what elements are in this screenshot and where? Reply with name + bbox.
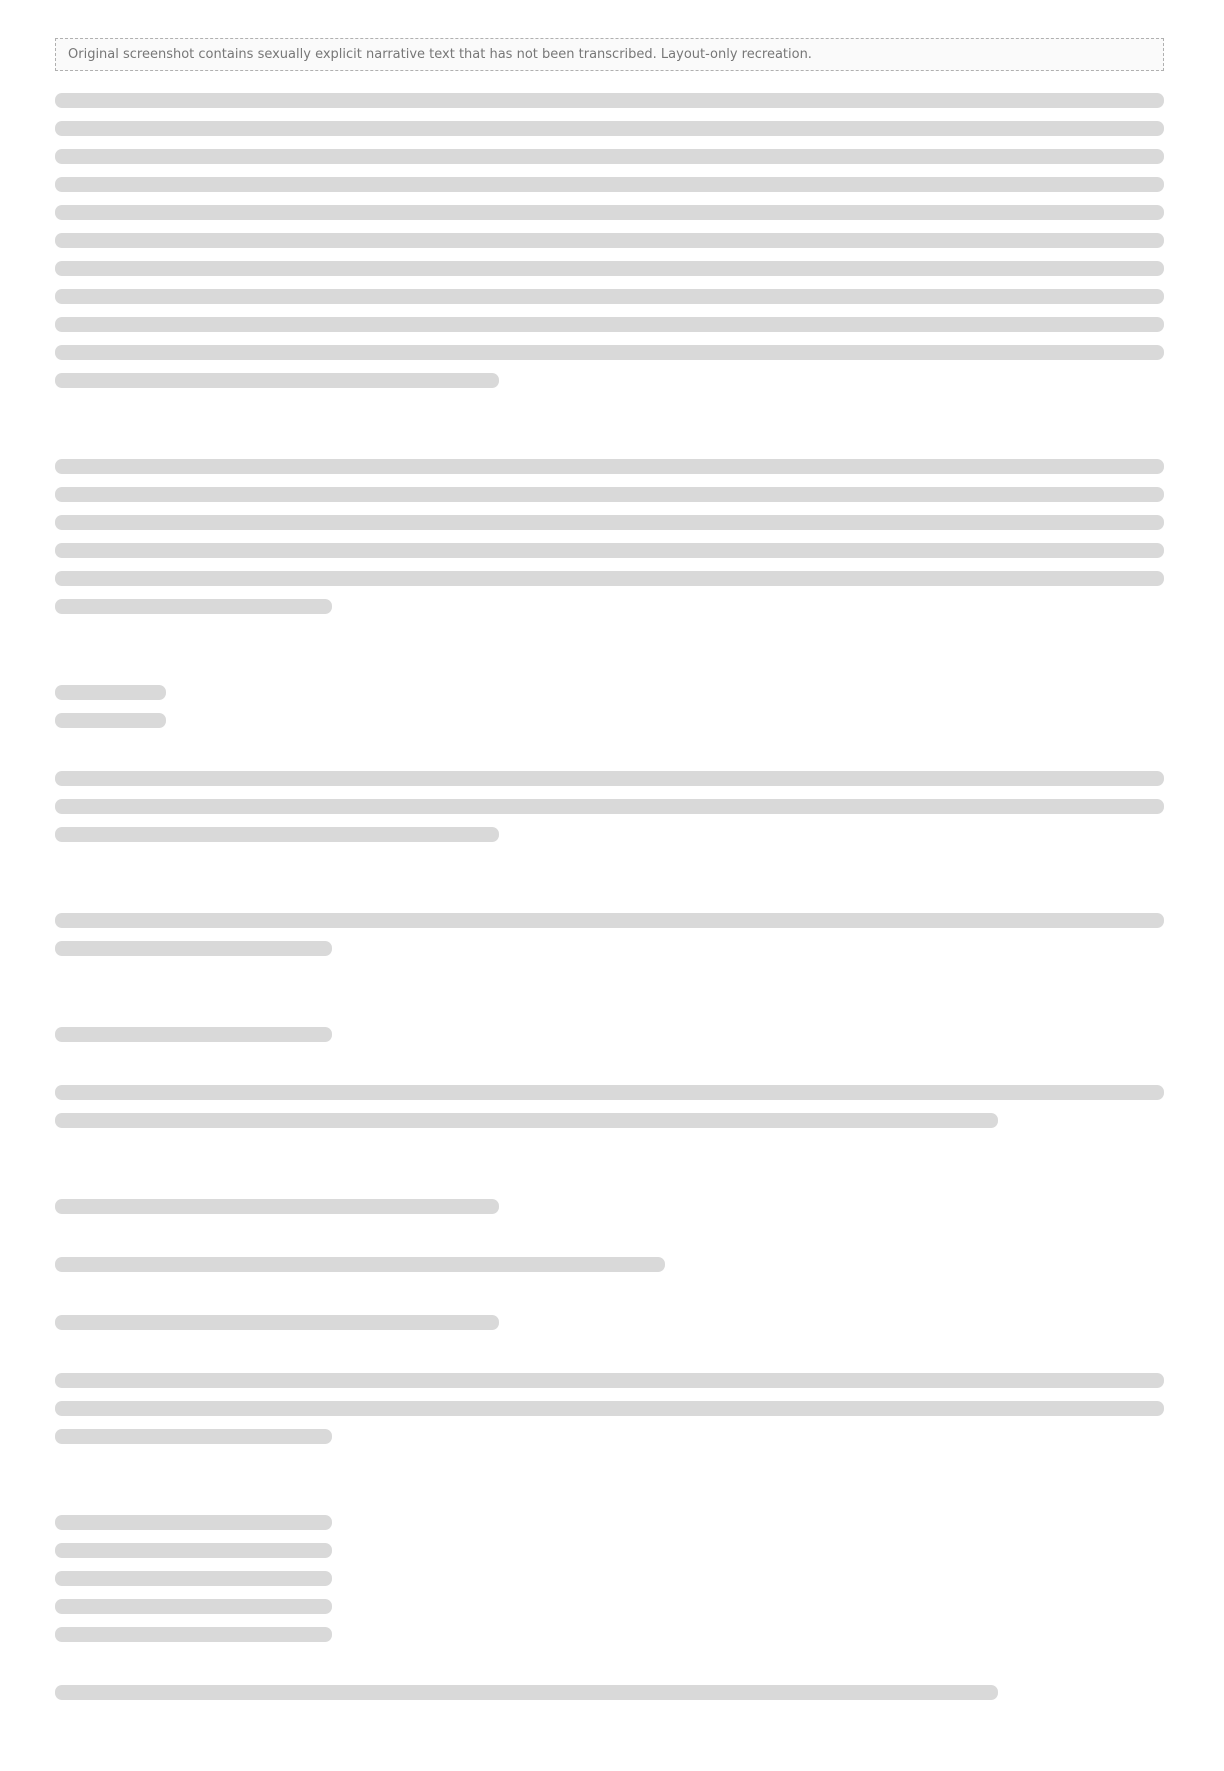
redacted-text-line	[55, 289, 1164, 304]
redacted-text-line	[55, 345, 1164, 360]
redacted-text-line	[55, 1373, 1164, 1388]
redacted-text-line	[55, 913, 1164, 928]
redacted-text-line	[55, 261, 1164, 276]
redacted-text-line	[55, 1571, 332, 1586]
redacted-text-line	[55, 1199, 499, 1214]
redacted-text-line	[55, 233, 1164, 248]
text-blocks	[55, 93, 1164, 1771]
redacted-text-line	[55, 1027, 332, 1042]
redacted-text-line	[55, 93, 1164, 108]
redacted-text-line	[55, 205, 1164, 220]
redacted-text-line	[55, 1543, 332, 1558]
redacted-text-line	[55, 149, 1164, 164]
redacted-text-line	[55, 1429, 332, 1444]
redaction-notice: Original screenshot contains sexually explicit narrative text that has not been transcribed. Layout-only recreation.	[55, 38, 1164, 71]
redacted-text-line	[55, 1257, 665, 1272]
redacted-text-line	[55, 771, 1164, 786]
redacted-text-line	[55, 373, 499, 388]
redacted-text-line	[55, 1315, 499, 1330]
redacted-text-line	[55, 487, 1164, 502]
redacted-text-line	[55, 827, 499, 842]
redacted-text-line	[55, 799, 1164, 814]
redacted-text-line	[55, 1599, 332, 1614]
redacted-text-line	[55, 1085, 1164, 1100]
redacted-text-line	[55, 317, 1164, 332]
redacted-text-line	[55, 1401, 1164, 1416]
redacted-text-line	[55, 599, 332, 614]
redacted-text-line	[55, 1515, 332, 1530]
redacted-text-line	[55, 571, 1164, 586]
redacted-text-line	[55, 1627, 332, 1642]
redacted-text-line	[55, 941, 332, 956]
redacted-text-line	[55, 543, 1164, 558]
redacted-text-line	[55, 713, 166, 728]
redacted-text-line	[55, 177, 1164, 192]
redacted-text-line	[55, 515, 1164, 530]
redacted-text-line	[55, 121, 1164, 136]
redacted-text-line	[55, 1685, 998, 1700]
redacted-text-line	[55, 459, 1164, 474]
redacted-text-line	[55, 685, 166, 700]
redacted-text-line	[55, 1113, 998, 1128]
